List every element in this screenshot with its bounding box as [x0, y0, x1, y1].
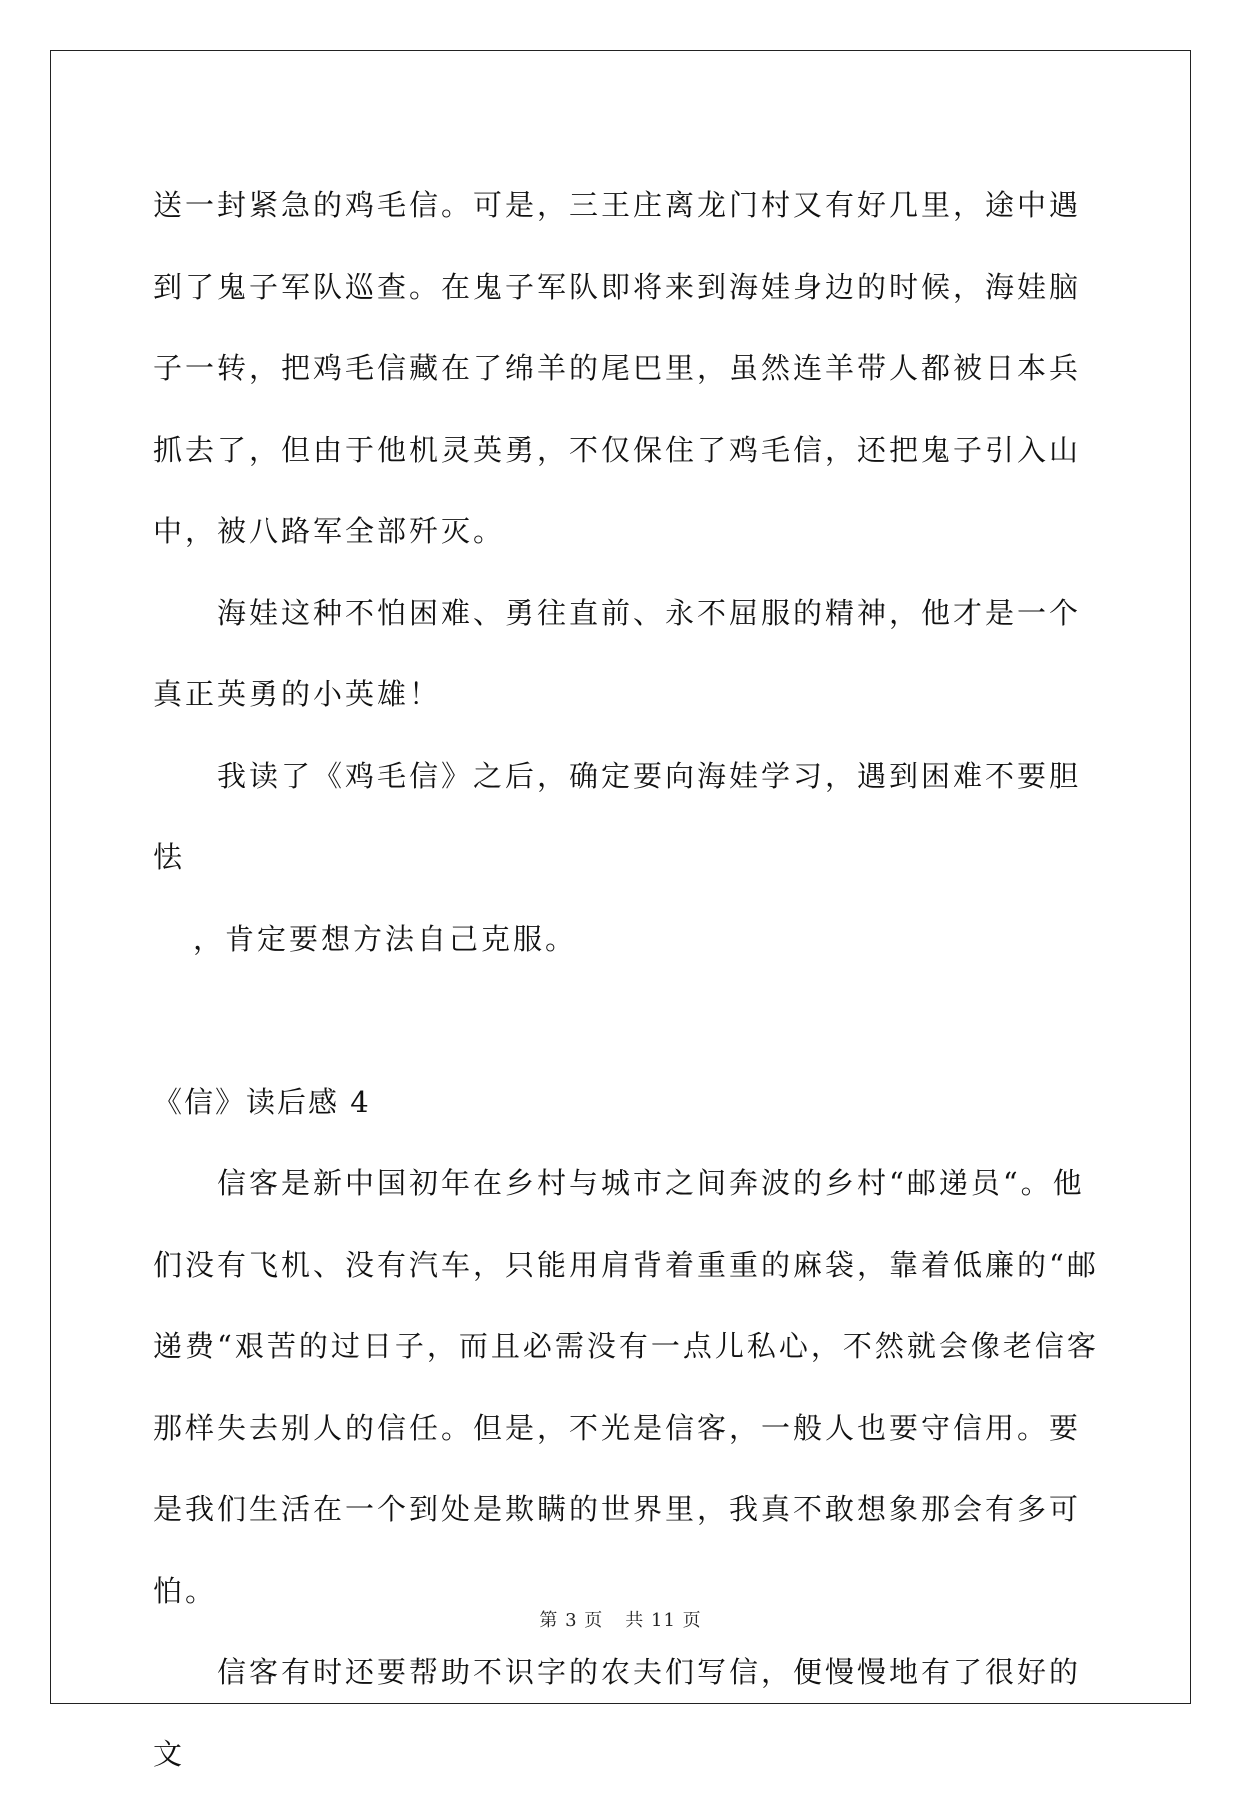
paragraph-xinke-intro: 信客是新中国初年在乡村与城市之间奔波的乡村“邮递员“。他们没有飞机、没有汽车，只能用肩背着重重的麻袋，靠着低廉的“邮递费“艰苦的过日子，而且必需没有一点儿私心，不然就会像老信客那样失去别人的信任。但是，不光是信客，一般人也要守信用。要是我们生活在一个到处是欺瞒的世界里，我真不敢想象那会有多可怕。 — [153, 1166, 1099, 1608]
page-total: 共 11 页 — [625, 1610, 702, 1631]
paragraph-xinke-letters: 信客有时还要帮助不识字的农夫们写信，便慢慢地有了很好的文 — [153, 1655, 1082, 1771]
page-footer — [0, 1606, 1241, 1632]
paragraph-continuation: 送一封紧急的鸡毛信。可是，三王庄离龙门村又有好几里，途中遇到了鬼子军队巡查。在鬼子军队即将来到海娃身边的时候，海娃脑子一转，把鸡毛信藏在了绵羊的尾巴里，虽然连羊带人都被日本兵抓去了，但由于他机灵英勇，不仅保住了鸡毛信，还把鬼子引入山中，被八路军全部歼灭。 — [153, 188, 1082, 548]
paragraph-after-reading-tail: ，肯定要想方法自己克服。 — [193, 921, 578, 956]
document-body — [153, 165, 1103, 1795]
page-number: 第 3 页 — [539, 1610, 604, 1631]
paragraph-after-reading: 我读了《鸡毛信》之后，确定要向海娃学习，遇到困难不要胆怯 — [153, 758, 1082, 874]
paragraph-haiwa-spirit: 海娃这种不怕困难、勇往直前、永不屈服的精神，他才是一个真正英勇的小英雄！ — [153, 595, 1082, 711]
section-title: 《信》读后感 4 — [153, 1084, 371, 1119]
